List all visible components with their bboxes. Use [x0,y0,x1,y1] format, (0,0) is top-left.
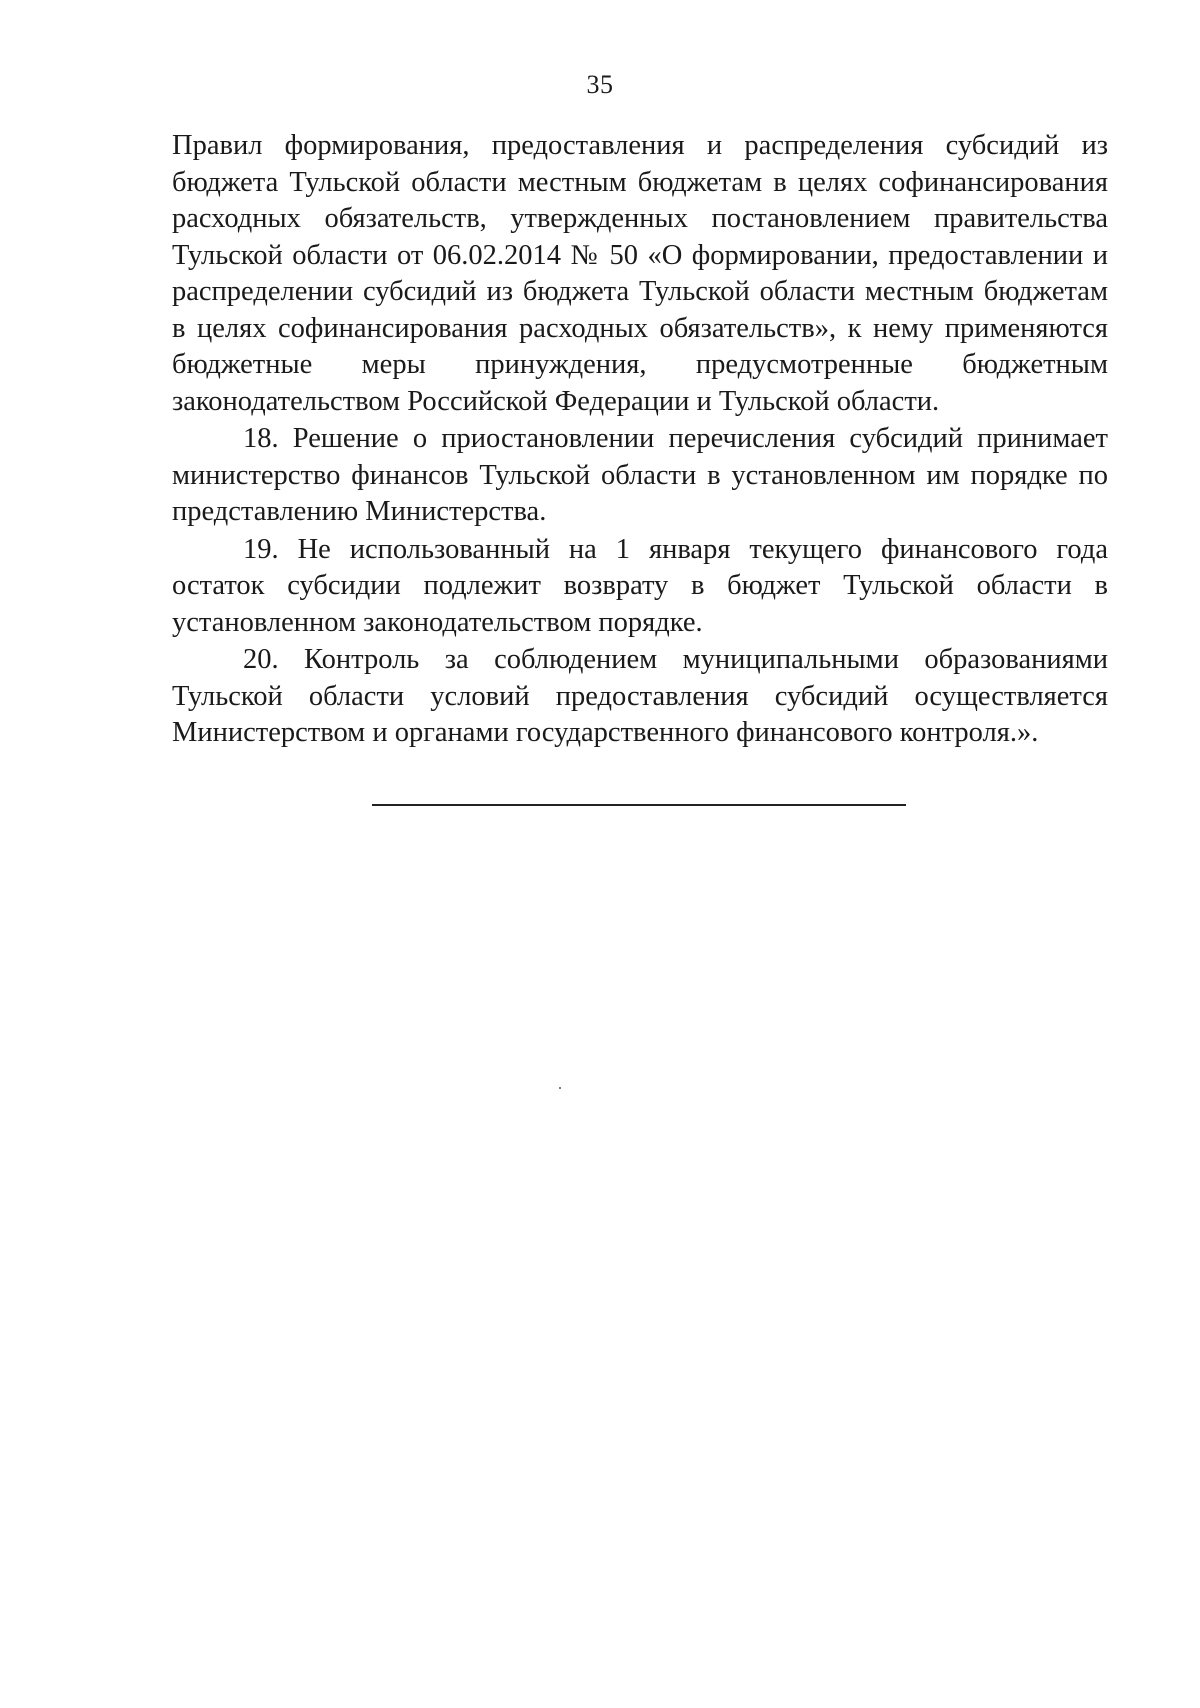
paragraph-continuation: Правил формирования, предоставления и распределения субсидий из бюджета Тульской области местным бюджетам в целях софинансирования расходных обязательств, утвержденных постановлением правительства Тульской области от 06.02.2014 № 50 «О формировании, предоставлении и распределении субсидий из бюджета Тульской области местным бюджетам в целях софинансирования расходных обязательств», к нему применяются бюджетные меры принуждения, предусмотренные бюджетным законодательством Российской Федерации и Тульской области. [172,130,1108,417]
scan-speck [559,1087,561,1089]
paragraph-18: 18. Решение о приостановлении перечисления субсидий принимает министерство финансов Тульской области в установленном им порядке по представлению Министерства. [172,423,1108,527]
end-separator-line [372,804,906,806]
paragraph-19: 19. Не использованный на 1 января текущего финансового года остаток субсидии подлежит возврату в бюджет Тульской области в установленном законодательством порядке. [172,533,1108,638]
page-number: 35 [586,70,614,99]
document-body [172,128,1108,752]
paragraph-20: 20. Контроль за соблюдением муниципальными образованиями Тульской области условий предоставления субсидий осуществляется Министерством и органами государственного финансового контроля.». [172,644,1108,748]
